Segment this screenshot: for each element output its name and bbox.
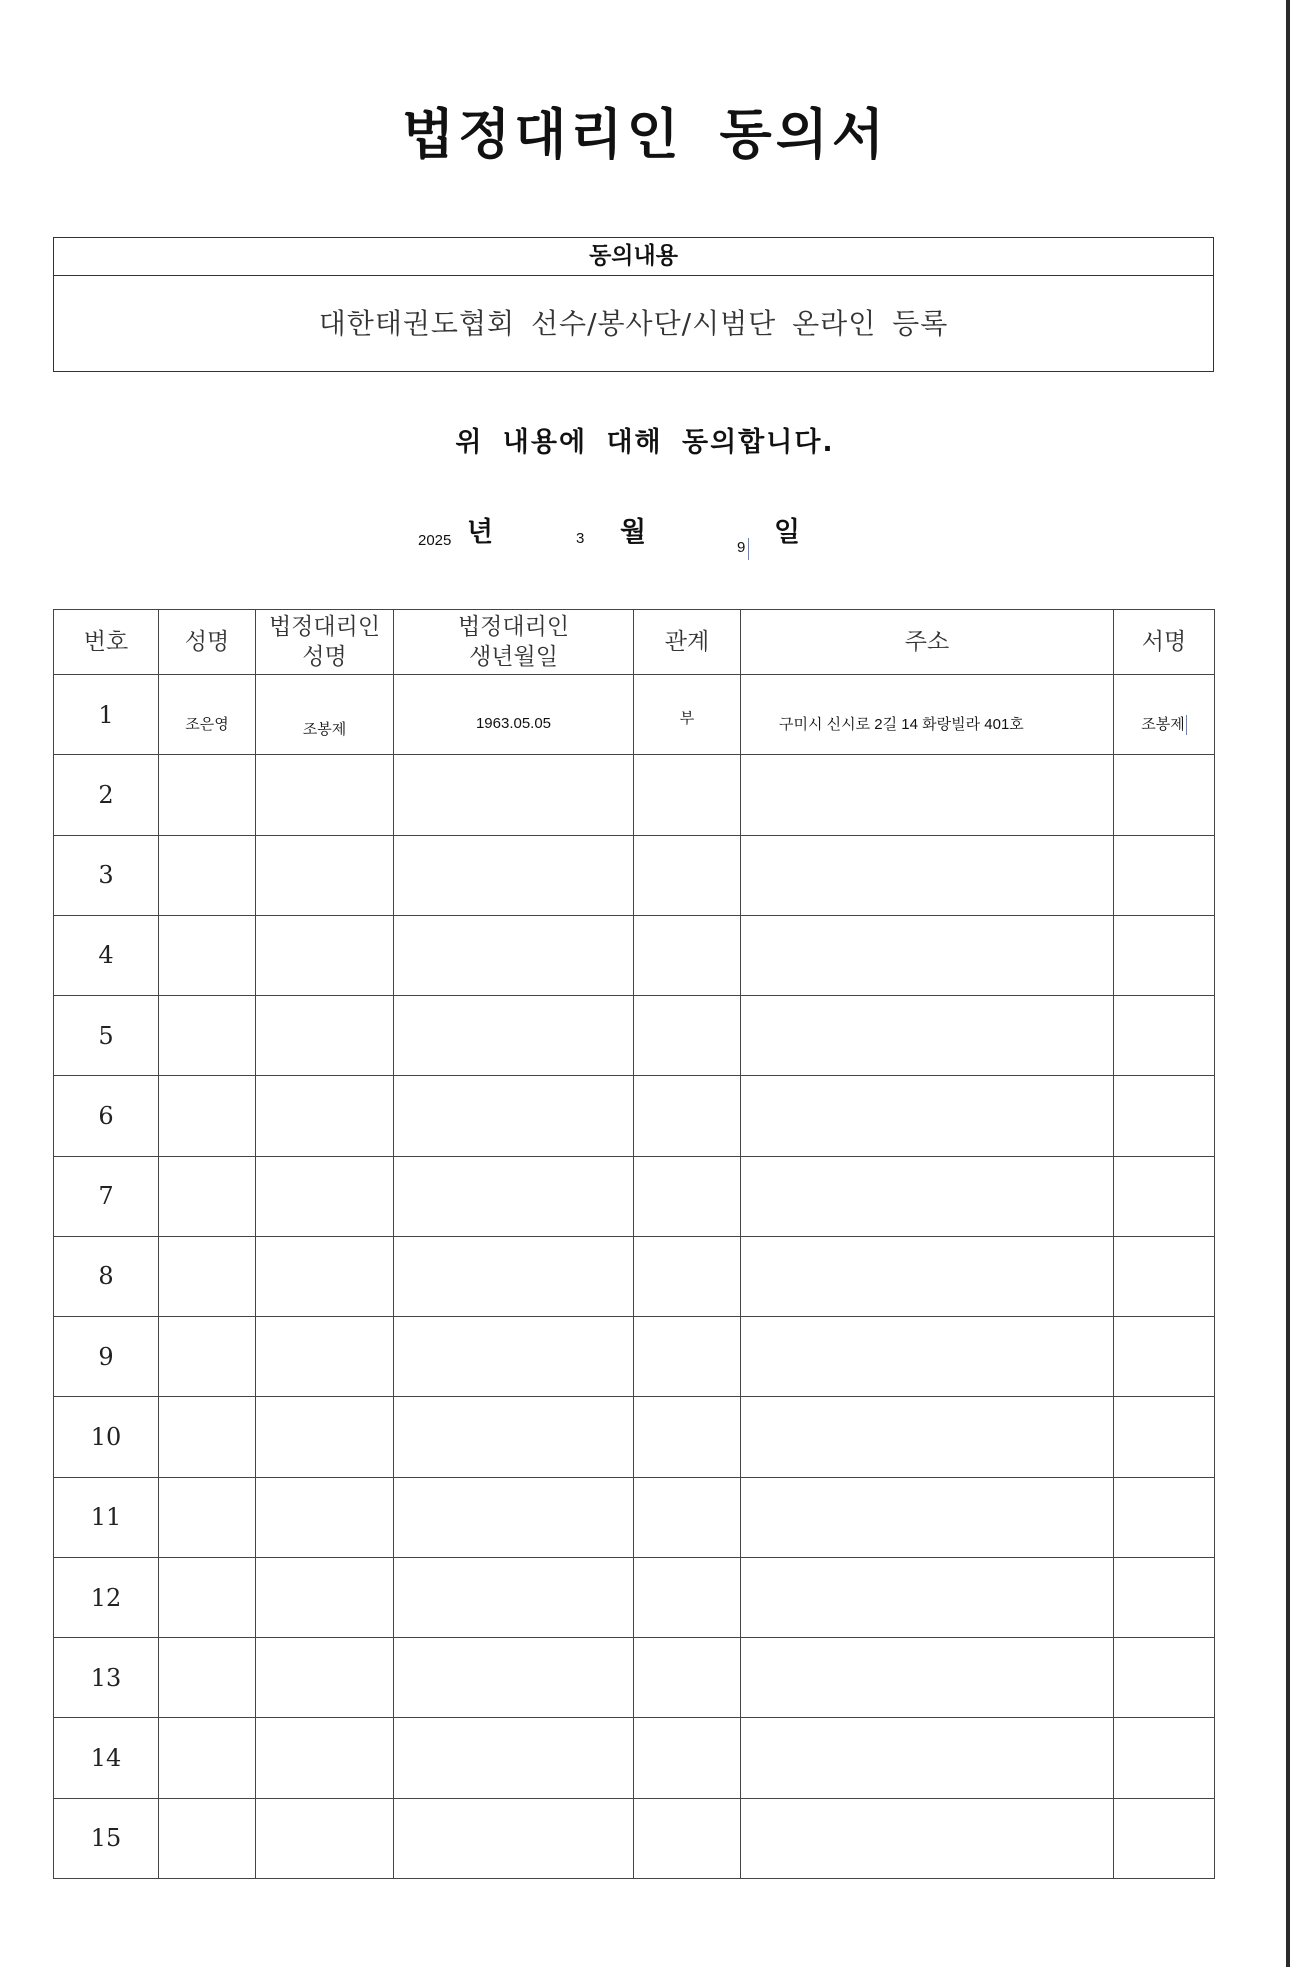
- cell-name[interactable]: [159, 1718, 256, 1798]
- cell-guardian-birth-text: 1963.05.05: [475, 715, 552, 733]
- cell-name-text: 조은영: [185, 716, 229, 734]
- cell-signature[interactable]: [1114, 1156, 1215, 1236]
- header-guardian-birth-line2: 생년월일: [469, 644, 558, 670]
- table-row: [54, 1236, 1215, 1316]
- header-guardian-birth: [394, 610, 634, 675]
- year-label: 년: [467, 517, 494, 548]
- cell-name[interactable]: [159, 1798, 256, 1878]
- cell-relation[interactable]: [634, 1236, 741, 1316]
- cell-address[interactable]: [741, 1236, 1114, 1316]
- cell-relation[interactable]: [634, 755, 741, 835]
- cell-address[interactable]: [741, 1076, 1114, 1156]
- row-number: 3: [54, 835, 159, 915]
- cell-signature[interactable]: [1114, 1236, 1215, 1316]
- cell-relation[interactable]: [634, 1317, 741, 1397]
- month-value[interactable]: 3: [576, 530, 585, 547]
- cell-address[interactable]: [741, 1317, 1114, 1397]
- cell-guardian-birth[interactable]: [394, 1236, 634, 1316]
- cell-name[interactable]: [159, 835, 256, 915]
- header-guardian-birth-line1: 법정대리인: [457, 614, 570, 640]
- page-edge: [1286, 0, 1290, 1967]
- cell-name[interactable]: [159, 1236, 256, 1316]
- table-row: [54, 915, 1215, 995]
- header-guardian-name: [256, 610, 394, 675]
- row-number: 4: [54, 915, 159, 995]
- header-address: 주소: [741, 610, 1114, 675]
- cell-guardian-birth[interactable]: [394, 1076, 634, 1156]
- cell-address[interactable]: [741, 835, 1114, 915]
- cell-guardian-name[interactable]: [256, 1317, 394, 1397]
- cell-guardian-birth[interactable]: [394, 915, 634, 995]
- consent-header: 동의내용: [54, 238, 1213, 276]
- header-no: 번호: [54, 610, 159, 675]
- cell-relation[interactable]: [634, 996, 741, 1076]
- row-number: 6: [54, 1076, 159, 1156]
- cell-guardian-name[interactable]: [256, 1638, 394, 1718]
- cell-signature[interactable]: [1114, 996, 1215, 1076]
- cell-signature[interactable]: [1114, 675, 1215, 755]
- consent-box: [53, 237, 1214, 372]
- cell-signature[interactable]: [1114, 755, 1215, 835]
- row-number: 2: [54, 755, 159, 835]
- cell-name[interactable]: [159, 1557, 256, 1637]
- cell-name[interactable]: [159, 1397, 256, 1477]
- cell-guardian-name[interactable]: [256, 835, 394, 915]
- cell-address[interactable]: [741, 1638, 1114, 1718]
- row-number: 5: [54, 996, 159, 1076]
- cell-relation[interactable]: [634, 1798, 741, 1878]
- cell-relation[interactable]: [634, 915, 741, 995]
- cell-signature[interactable]: [1114, 835, 1215, 915]
- cell-relation[interactable]: [634, 1156, 741, 1236]
- cell-signature[interactable]: [1114, 1477, 1215, 1557]
- table-header-row: [54, 610, 1215, 675]
- cell-guardian-birth[interactable]: [394, 1718, 634, 1798]
- row-number: 13: [54, 1638, 159, 1718]
- text-cursor: [1186, 715, 1187, 735]
- cell-address[interactable]: [741, 1397, 1114, 1477]
- cell-relation[interactable]: [634, 1076, 741, 1156]
- table-row: [54, 1477, 1215, 1557]
- cell-guardian-name[interactable]: [256, 1076, 394, 1156]
- cell-guardian-birth[interactable]: [394, 755, 634, 835]
- cell-signature[interactable]: [1114, 1557, 1215, 1637]
- cell-guardian-name-text: 조봉제: [302, 721, 347, 739]
- cell-guardian-birth[interactable]: [394, 1477, 634, 1557]
- cell-name[interactable]: [159, 755, 256, 835]
- consent-body: 대한태권도협회 선수/봉사단/시범단 온라인 등록: [318, 307, 949, 340]
- day-label: 일: [774, 517, 801, 548]
- cell-guardian-name[interactable]: [256, 996, 394, 1076]
- cell-guardian-birth[interactable]: [394, 675, 634, 755]
- table-row: [54, 835, 1215, 915]
- table-row: [54, 1798, 1215, 1878]
- cell-guardian-birth[interactable]: [394, 1798, 634, 1878]
- cell-guardian-name[interactable]: [256, 1236, 394, 1316]
- cell-signature[interactable]: [1114, 1798, 1215, 1878]
- cell-relation[interactable]: [634, 1718, 741, 1798]
- cell-address[interactable]: [741, 996, 1114, 1076]
- agreement-statement: 위 내용에 대해 동의합니다.: [455, 427, 835, 458]
- cell-signature[interactable]: [1114, 1718, 1215, 1798]
- year-value[interactable]: 2025: [418, 532, 452, 549]
- cell-guardian-birth[interactable]: [394, 1156, 634, 1236]
- month-label: 월: [620, 517, 647, 548]
- cell-guardian-birth[interactable]: [394, 1638, 634, 1718]
- page-title: 법정대리인 동의서: [401, 103, 889, 166]
- cell-name[interactable]: [159, 915, 256, 995]
- cell-guardian-name[interactable]: [256, 1798, 394, 1878]
- table-row: [54, 755, 1215, 835]
- row-number: 7: [54, 1156, 159, 1236]
- cell-address[interactable]: [741, 675, 1114, 755]
- cell-address-text: 구미시 신시로 2길 14 화랑빌라 401호: [779, 716, 1024, 734]
- row-number: 15: [54, 1798, 159, 1878]
- cell-guardian-birth[interactable]: [394, 996, 634, 1076]
- cell-guardian-name[interactable]: [256, 915, 394, 995]
- cell-name[interactable]: [159, 1156, 256, 1236]
- day-value[interactable]: 9: [737, 539, 746, 556]
- header-signature: 서명: [1114, 610, 1215, 675]
- header-guardian-name-line2: 성명: [302, 644, 347, 670]
- header-guardian-name-line1: 법정대리인: [268, 614, 381, 640]
- cell-name[interactable]: [159, 675, 256, 755]
- table-row: [54, 1317, 1215, 1397]
- cell-address[interactable]: [741, 1557, 1114, 1637]
- cell-guardian-name[interactable]: [256, 1718, 394, 1798]
- cell-guardian-name[interactable]: [256, 1397, 394, 1477]
- guardian-table: [53, 609, 1215, 1879]
- table-row: [54, 1638, 1215, 1718]
- table-row: [54, 996, 1215, 1076]
- header-name: 성명: [159, 610, 256, 675]
- cell-address[interactable]: [741, 1477, 1114, 1557]
- row-number: 11: [54, 1477, 159, 1557]
- cell-relation[interactable]: [634, 835, 741, 915]
- row-number: 8: [54, 1236, 159, 1316]
- cell-relation[interactable]: [634, 1397, 741, 1477]
- row-number: 12: [54, 1557, 159, 1637]
- cell-signature[interactable]: [1114, 1638, 1215, 1718]
- text-cursor: [748, 538, 749, 560]
- row-number: 9: [54, 1317, 159, 1397]
- header-relation: 관계: [634, 610, 741, 675]
- cell-guardian-name[interactable]: [256, 755, 394, 835]
- cell-address[interactable]: [741, 915, 1114, 995]
- table-row: [54, 1156, 1215, 1236]
- cell-relation-text: 부: [679, 710, 695, 728]
- cell-address[interactable]: [741, 1798, 1114, 1878]
- cell-guardian-birth[interactable]: [394, 1317, 634, 1397]
- table-row: [54, 1076, 1215, 1156]
- cell-guardian-name[interactable]: [256, 1156, 394, 1236]
- cell-name[interactable]: [159, 1076, 256, 1156]
- cell-signature[interactable]: [1114, 1397, 1215, 1477]
- cell-relation[interactable]: [634, 1477, 741, 1557]
- cell-relation[interactable]: [634, 675, 741, 755]
- cell-guardian-name[interactable]: [256, 675, 394, 755]
- cell-guardian-name[interactable]: [256, 1477, 394, 1557]
- table-row: [54, 1557, 1215, 1637]
- cell-signature[interactable]: [1114, 1317, 1215, 1397]
- cell-relation[interactable]: [634, 1557, 741, 1637]
- cell-signature[interactable]: [1114, 915, 1215, 995]
- cell-name[interactable]: [159, 1477, 256, 1557]
- table-row: [54, 675, 1215, 755]
- cell-signature[interactable]: [1114, 1076, 1215, 1156]
- cell-relation[interactable]: [634, 1638, 741, 1718]
- table-row: [54, 1397, 1215, 1477]
- cell-name[interactable]: [159, 1638, 256, 1718]
- cell-name[interactable]: [159, 1317, 256, 1397]
- cell-guardian-name[interactable]: [256, 1557, 394, 1637]
- cell-guardian-birth[interactable]: [394, 835, 634, 915]
- cell-address[interactable]: [741, 755, 1114, 835]
- cell-address[interactable]: [741, 1718, 1114, 1798]
- cell-name[interactable]: [159, 996, 256, 1076]
- cell-signature-text: 조봉제: [1141, 715, 1185, 733]
- row-number: 14: [54, 1718, 159, 1798]
- cell-guardian-birth[interactable]: [394, 1397, 634, 1477]
- row-number: 10: [54, 1397, 159, 1477]
- cell-address[interactable]: [741, 1156, 1114, 1236]
- table-row: [54, 1718, 1215, 1798]
- row-number: 1: [54, 675, 159, 755]
- cell-guardian-birth[interactable]: [394, 1557, 634, 1637]
